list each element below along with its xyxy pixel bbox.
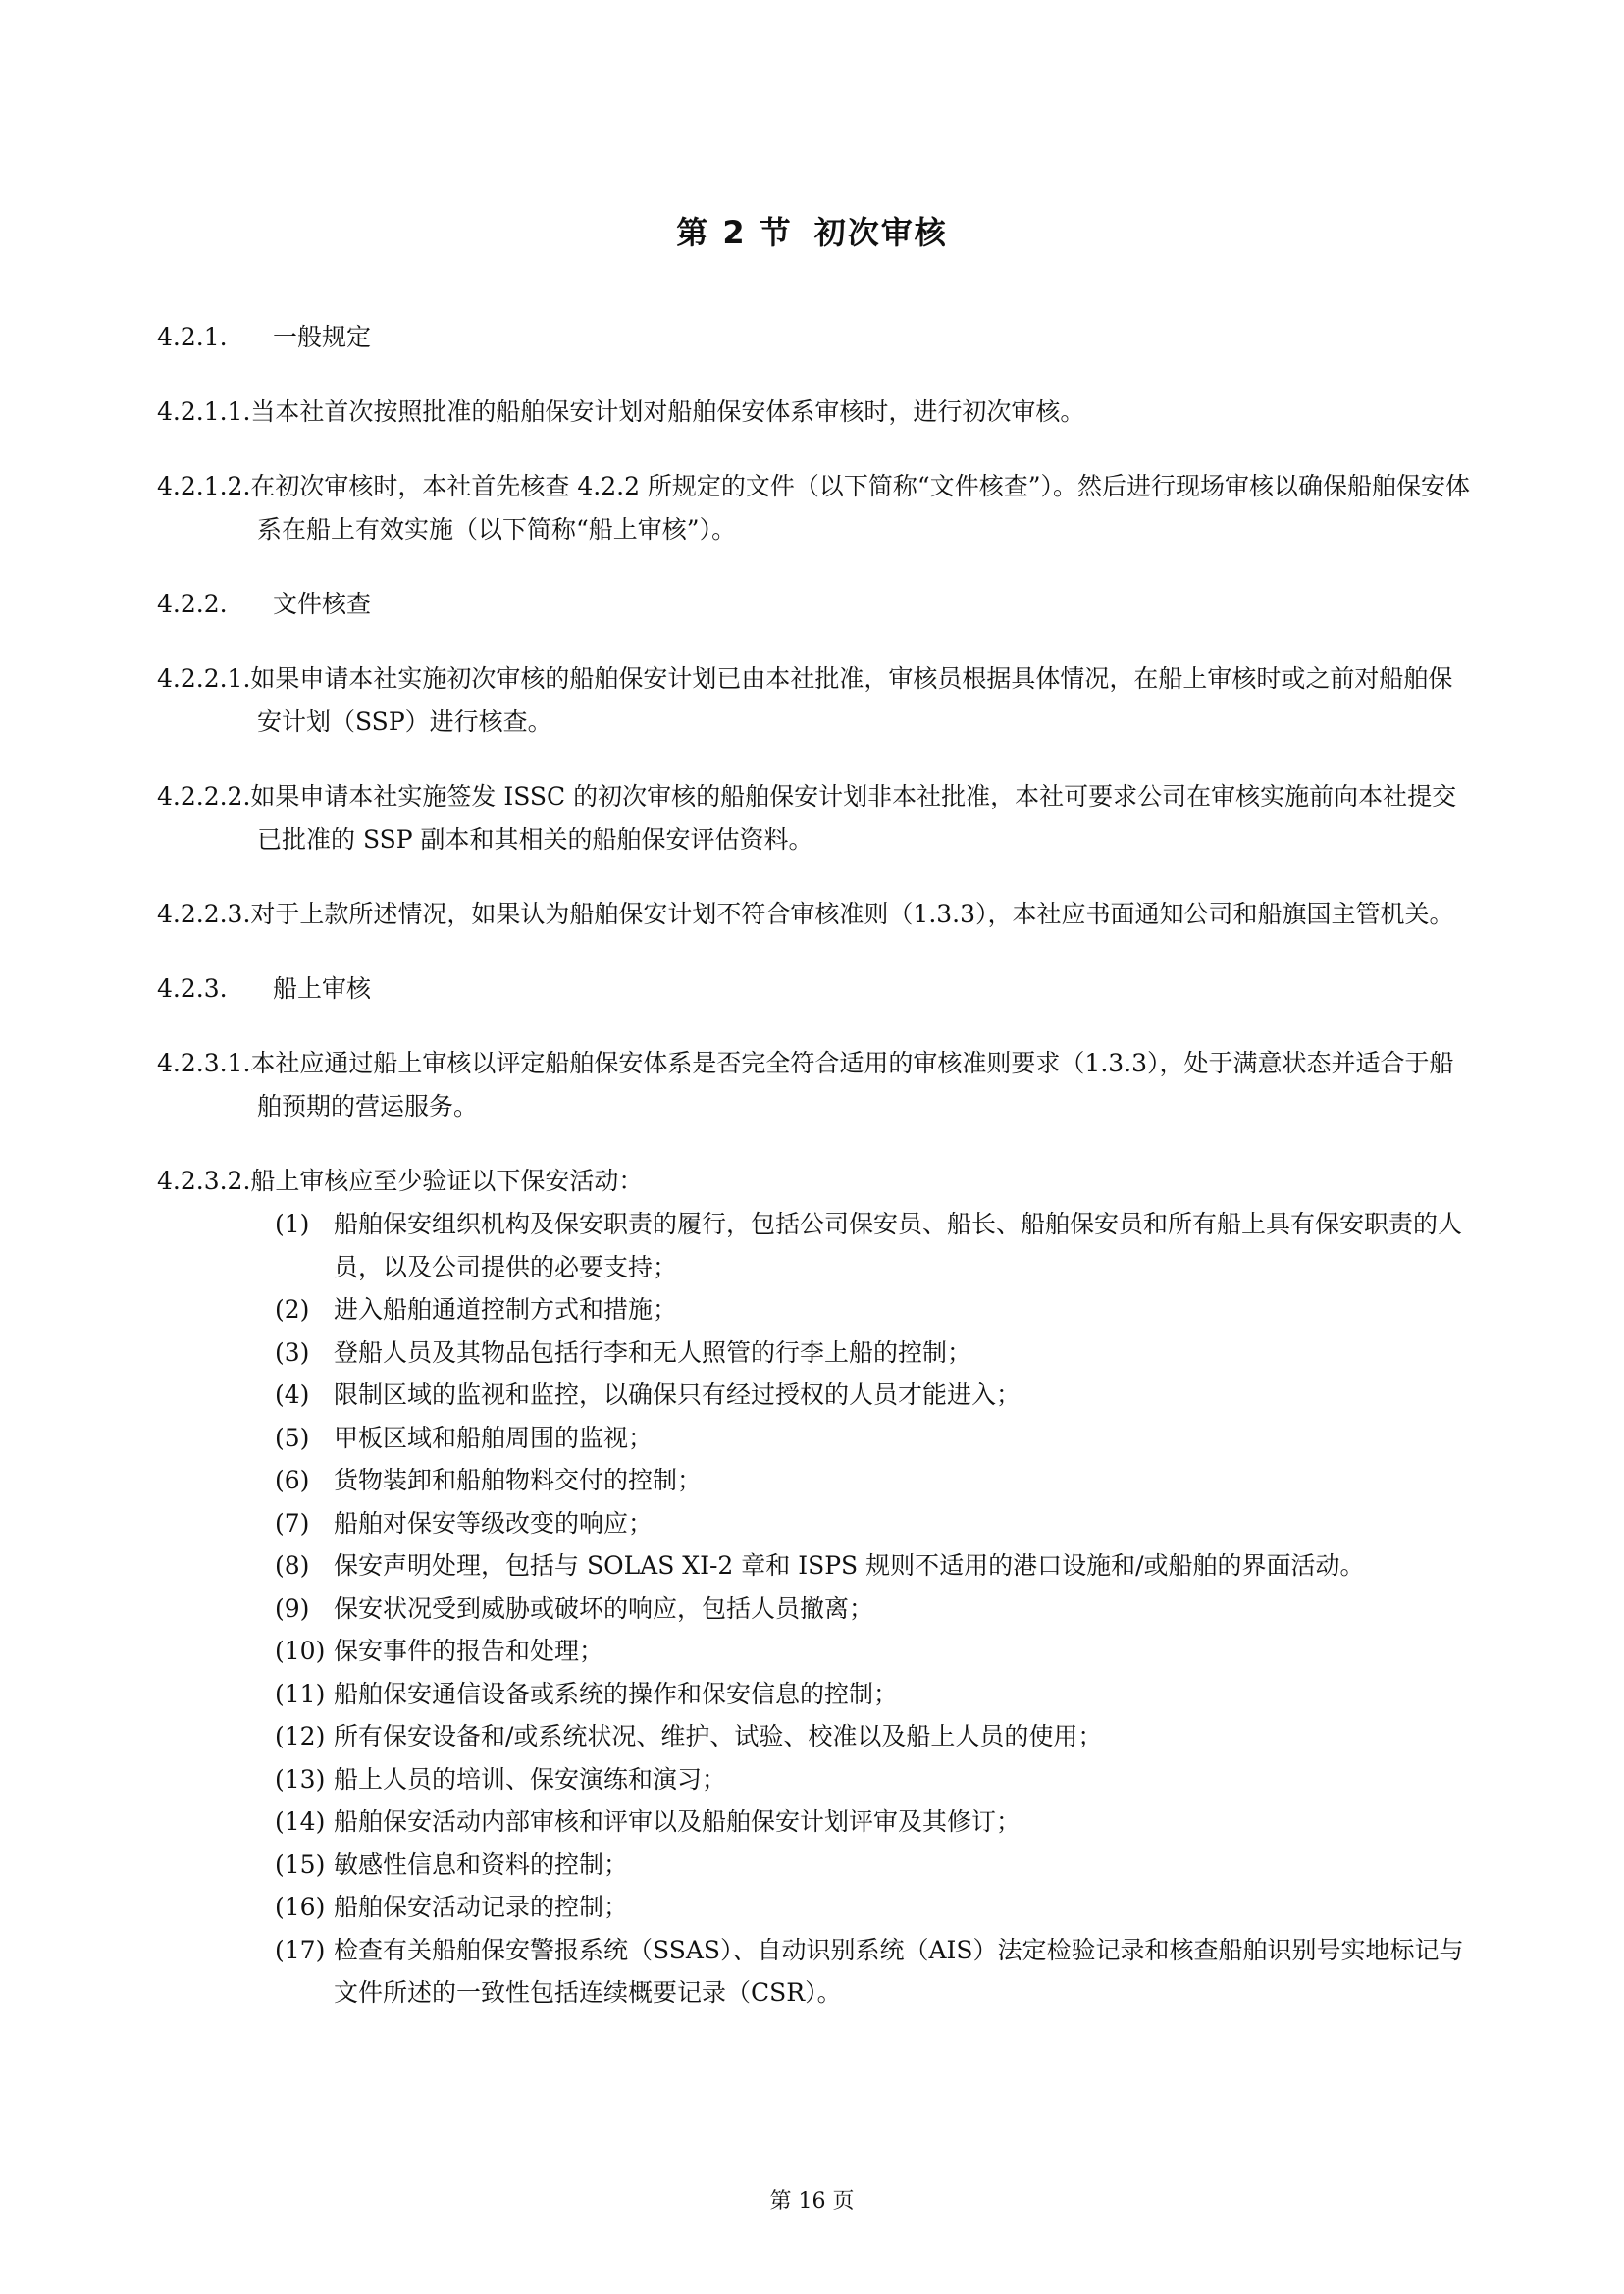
list-item	[157, 1544, 1477, 1588]
clause-number: 4.2.1.	[157, 323, 228, 351]
heading-4-2-2	[157, 583, 1477, 626]
clause-number: 4.2.3.1.	[157, 1049, 251, 1077]
list-item-text: 保安事件的报告和处理；	[334, 1637, 604, 1665]
list-item-number: (4)	[275, 1381, 310, 1409]
list-item-number: (11)	[275, 1679, 326, 1708]
list-item-text: 船舶保安活动记录的控制；	[334, 1893, 629, 1921]
document-body	[157, 316, 1477, 2014]
list-item-number: (17)	[275, 1935, 326, 1964]
clause-4-2-3-1	[157, 1042, 1477, 1128]
list-item	[157, 1331, 1477, 1375]
list-item-text: 船舶保安活动内部审核和评审以及船舶保安计划评审及其修订；	[334, 1807, 1022, 1836]
clause-4-2-2-1	[157, 657, 1477, 744]
clause-text: 对于上款所述情况，如果认为船舶保安计划不符合审核准则（1.3.3），本社应书面通知公司和船旗国主管机关。	[250, 900, 1454, 928]
page-title	[0, 208, 1624, 253]
list-item-number: (16)	[275, 1893, 326, 1921]
list-item-number: (15)	[275, 1850, 326, 1879]
list-item-text: 甲板区域和船舶周围的监视；	[334, 1423, 654, 1452]
list-item-text: 保安状况受到威胁或破坏的响应，包括人员撤离；	[334, 1593, 874, 1623]
list-item	[157, 1288, 1477, 1331]
list-item	[157, 1502, 1477, 1545]
list-item-text: 船舶对保安等级改变的响应；	[334, 1508, 654, 1538]
list-item	[157, 1844, 1477, 1887]
list-item	[157, 1459, 1477, 1502]
heading-4-2-1	[157, 316, 1477, 359]
list-item	[157, 1588, 1477, 1631]
clause-number: 4.2.2.3.	[157, 900, 251, 928]
section-title: 初次审核	[813, 214, 948, 251]
list-item-number: (14)	[275, 1807, 326, 1836]
clause-text: 当本社首次按照批准的船舶保安计划对船舶保安体系审核时，进行初次审核。	[250, 397, 1085, 426]
list-item	[157, 1758, 1477, 1801]
list-item	[157, 1715, 1477, 1758]
list-item-number: (5)	[275, 1423, 310, 1452]
clause-4-2-1-1	[157, 391, 1477, 434]
list-item-number: (1)	[275, 1210, 310, 1238]
list-item-text: 登船人员及其物品包括行李和无人照管的行李上船的控制；	[334, 1337, 972, 1367]
list-item	[157, 1630, 1477, 1673]
list-item-text: 船舶保安通信设备或系统的操作和保安信息的控制；	[334, 1679, 899, 1708]
list-item-number: (3)	[275, 1337, 310, 1367]
list-item-number: (6)	[275, 1466, 310, 1494]
clause-text: 如果申请本社实施签发 ISSC 的初次审核的船舶保安计划非本社批准，本社可要求公司在审核实施前向本社提交已批准的 SSP 副本和其相关的船舶保安评估资料。	[250, 782, 1457, 854]
list-item-text: 限制区域的监视和监控，以确保只有经过授权的人员才能进入；	[334, 1381, 1022, 1409]
page-number: 第 16 页	[769, 2189, 855, 2214]
list-item-text: 所有保安设备和/或系统状况、维护、试验、校准以及船上人员的使用；	[334, 1722, 1103, 1750]
clause-number: 4.2.3.2.	[157, 1167, 251, 1195]
list-item-number: (8)	[275, 1551, 310, 1580]
list-item-text: 进入船舶通道控制方式和措施；	[334, 1295, 678, 1324]
clause-text: 一般规定	[273, 323, 372, 351]
list-item-number: (13)	[275, 1764, 326, 1794]
list-item	[157, 1800, 1477, 1844]
list-item	[157, 1374, 1477, 1417]
list-item-text: 检查有关船舶保安警报系统（SSAS）、自动识别系统（AIS）法定检验记录和核查船舶识别号实地标记与文件所述的一致性包括连续概要记录（CSR）。	[334, 1935, 1464, 2007]
clause-text: 船上审核	[273, 974, 372, 1003]
list-item-text: 敏感性信息和资料的控制；	[334, 1850, 629, 1879]
list-item	[157, 1203, 1477, 1288]
clause-text: 如果申请本社实施初次审核的船舶保安计划已由本社批准，审核员根据具体情况，在船上审核时或之前对船舶保安计划（SSP）进行核查。	[250, 664, 1453, 736]
list-item-number: (12)	[275, 1722, 326, 1750]
clause-text: 在初次审核时，本社首先核查 4.2.2 所规定的文件（以下简称“文件核查”）。然后进行现场审核以确保船舶保安体系在船上有效实施（以下简称“船上审核”）。	[250, 472, 1470, 544]
clause-4-2-2-2	[157, 775, 1477, 861]
heading-4-2-3	[157, 967, 1477, 1011]
list-item-number: (7)	[275, 1508, 310, 1538]
list-item	[157, 1673, 1477, 1716]
clause-number: 4.2.2.2.	[157, 782, 251, 810]
clause-text: 船上审核应至少验证以下保安活动：	[250, 1167, 644, 1195]
list-item-text: 船上人员的培训、保安演练和演习；	[334, 1764, 727, 1794]
clause-number: 4.2.2.1.	[157, 664, 251, 693]
list-item	[157, 1417, 1477, 1460]
security-activities-list	[157, 1203, 1477, 2014]
list-item-number: (9)	[275, 1593, 310, 1623]
list-item	[157, 1929, 1477, 2014]
clause-text: 本社应通过船上审核以评定船舶保安体系是否完全符合适用的审核准则要求（1.3.3），处于满意状态并适合于船舶预期的营运服务。	[250, 1049, 1454, 1121]
clause-number: 4.2.1.1.	[157, 397, 251, 426]
list-item	[157, 1886, 1477, 1929]
clause-4-2-2-3	[157, 893, 1477, 936]
clause-number: 4.2.2.	[157, 590, 228, 618]
clause-4-2-1-2	[157, 465, 1477, 551]
list-item-number: (2)	[275, 1295, 310, 1324]
list-item-number: (10)	[275, 1637, 326, 1665]
clause-number: 4.2.1.2.	[157, 472, 251, 500]
clause-text: 文件核查	[273, 590, 372, 618]
section-number: 第 2 节	[676, 214, 793, 251]
clause-number: 4.2.3.	[157, 974, 228, 1003]
list-item-text: 货物装卸和船舶物料交付的控制；	[334, 1466, 703, 1494]
list-item-text: 保安声明处理，包括与 SOLAS XI-2 章和 ISPS 规则不适用的港口设施和/或船舶的界面活动。	[334, 1551, 1365, 1580]
clause-4-2-3-2	[157, 1160, 1477, 1203]
list-item-text: 船舶保安组织机构及保安职责的履行，包括公司保安员、船长、船舶保安员和所有船上具有保安职责的人员，以及公司提供的必要支持；	[334, 1210, 1463, 1281]
